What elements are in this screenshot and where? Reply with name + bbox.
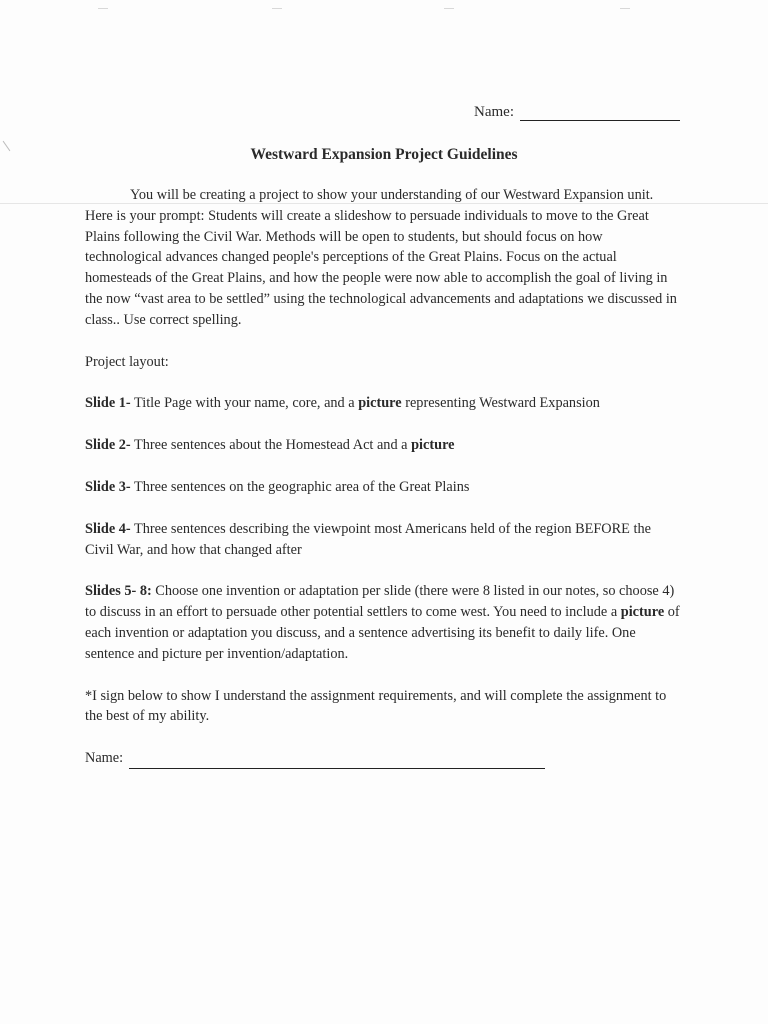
document-body [85,185,683,769]
slide-text: representing Westward Expansion [401,395,600,412]
document-title [0,146,768,164]
slide-item-5-8 [85,581,683,664]
slide-item-4 [85,519,683,561]
scan-artifact-mark [98,8,108,9]
slide-text: Title Page with your name, core, and a [130,395,359,412]
header-name-blank[interactable] [520,106,680,121]
slide-item-2 [85,435,683,456]
header-name-label: Name: [474,104,514,120]
project-layout-label: Project layout: [85,353,169,370]
slide-text: Choose one invention or adaptation per slide (there were 8 listed in our notes, so choose 4) to discuss in an effort to persuade other potential settlers to come west. You need to include a [85,583,675,621]
footer-name-label: Name: [85,750,124,767]
slide-label: Slides 5- 8: [85,583,152,600]
document-title-text: Westward Expansion Project Guidelines [250,146,518,163]
slide-text: Three sentences describing the viewpoint most Americans held of the region BEFORE the Civil War, and how that changed after [85,520,651,558]
footer-name-blank[interactable] [129,754,545,769]
slide-item-1 [85,393,683,414]
scan-artifact-mark [444,8,454,9]
slide-text: Three sentences about the Homestead Act and a [130,437,412,454]
slide-bold-word: picture [358,395,402,412]
scan-artifact-mark [620,8,630,9]
scan-artifact-mark [272,8,282,9]
agreement-statement: *I sign below to show I understand the assignment requirements, and will complete the assignment to the best of my ability. [85,687,667,725]
slide-item-3 [85,477,683,498]
intro-paragraph: You will be creating a project to show your understanding of our Westward Expansion unit. Here is your prompt: Students will create a slideshow to persuade individuals to move to the Great Plains following the Civil War. Methods will be open to students, but should focus on how technological advances changed people's perceptions of the Great Plains. Focus on the actual homesteads of the Great Plains, and how the people were now able to accomplish the goal of living in the now “vast area to be settled” using the technological advancements and adaptations we discussed in class.. Use correct spelling. [85,187,677,328]
slide-label: Slide 1- [85,395,131,412]
footer-name-field [85,748,683,769]
slide-bold-word: picture [620,604,665,621]
slide-text: Three sentences on the geographic area of the Great Plains [130,478,470,495]
slide-bold-word: picture [411,437,455,454]
slide-label: Slide 2- [85,437,131,454]
slide-text: of each invention or adaptation you discuss, and a sentence advertising its benefit to daily life. One sentence and picture per invention/adaptation. [85,604,680,662]
slide-label: Slide 3- [85,478,131,495]
slide-label: Slide 4- [85,520,131,537]
header-name-field [474,104,680,121]
